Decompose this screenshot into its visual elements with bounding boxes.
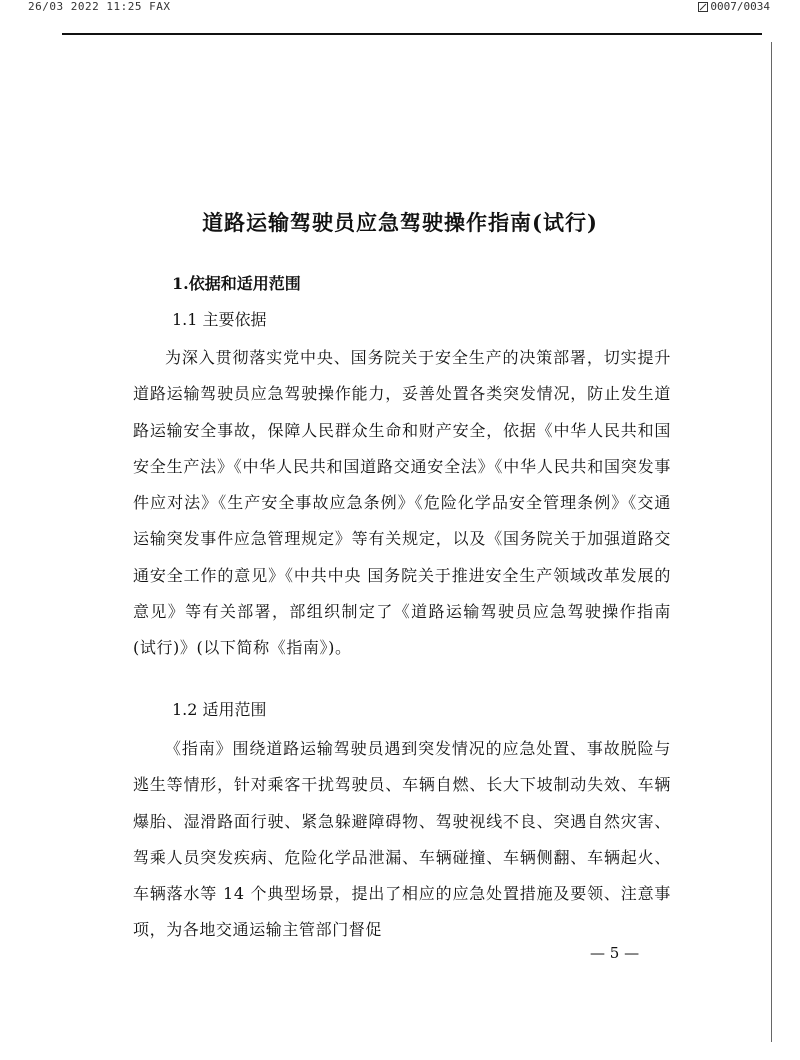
fax-page-counter: 0007/0034: [710, 0, 770, 13]
paragraph-scope: 《指南》围绕道路运输驾驶员遇到突发情况的应急处置、事故脱险与逃生等情形，针对乘客干扰驾驶员、车辆自燃、长大下坡制动失效、车辆爆胎、湿滑路面行驶、紧急躲避障碍物、驾驶视线不良、突遇自然灾害、驾乘人员突发疾病、危险化学品泄漏、车辆碰撞、车辆侧翻、车辆起火、车辆落水等 14 个典型场景，提出了相应的应急处置措施及要领、注意事项，为各地交通运输主管部门督促: [133, 739, 671, 940]
fax-header-left: 26/03 2022 11:25 FAX: [28, 0, 171, 13]
fax-page-icon: [698, 2, 708, 12]
section-heading-1-1: 1.1 主要依据: [172, 310, 267, 329]
page-number: — 5 —: [590, 944, 640, 962]
paragraph-main-basis: 为深入贯彻落实党中央、国务院关于安全生产的决策部署，切实提升道路运输驾驶员应急驾驶操作能力，妥善处置各类突发情况，防止发生道路运输安全事故，保障人民群众生命和财产安全，依据《中华人民共和国安全生产法》《中华人民共和国道路交通安全法》《中华人民共和国突发事件应对法》《生产安全事故应急条例》《危险化学品安全管理条例》《交通运输突发事件应急管理规定》等有关规定，以及《国务院关于加强道路交通安全工作的意见》《中共中央 国务院关于推进安全生产领域改革发展的意见》等有关部署，部组织制定了《道路运输驾驶员应急驾驶操作指南(试行)》(以下简称《指南》)。: [133, 348, 671, 658]
document-title: 道路运输驾驶员应急驾驶操作指南(试行): [202, 210, 598, 235]
section-heading-1: 1.依据和适用范围: [172, 274, 301, 293]
top-rule: [62, 33, 762, 35]
page-edge-line: [771, 42, 772, 1042]
section-heading-1-2: 1.2 适用范围: [172, 700, 267, 719]
fax-header-right: [698, 0, 770, 13]
